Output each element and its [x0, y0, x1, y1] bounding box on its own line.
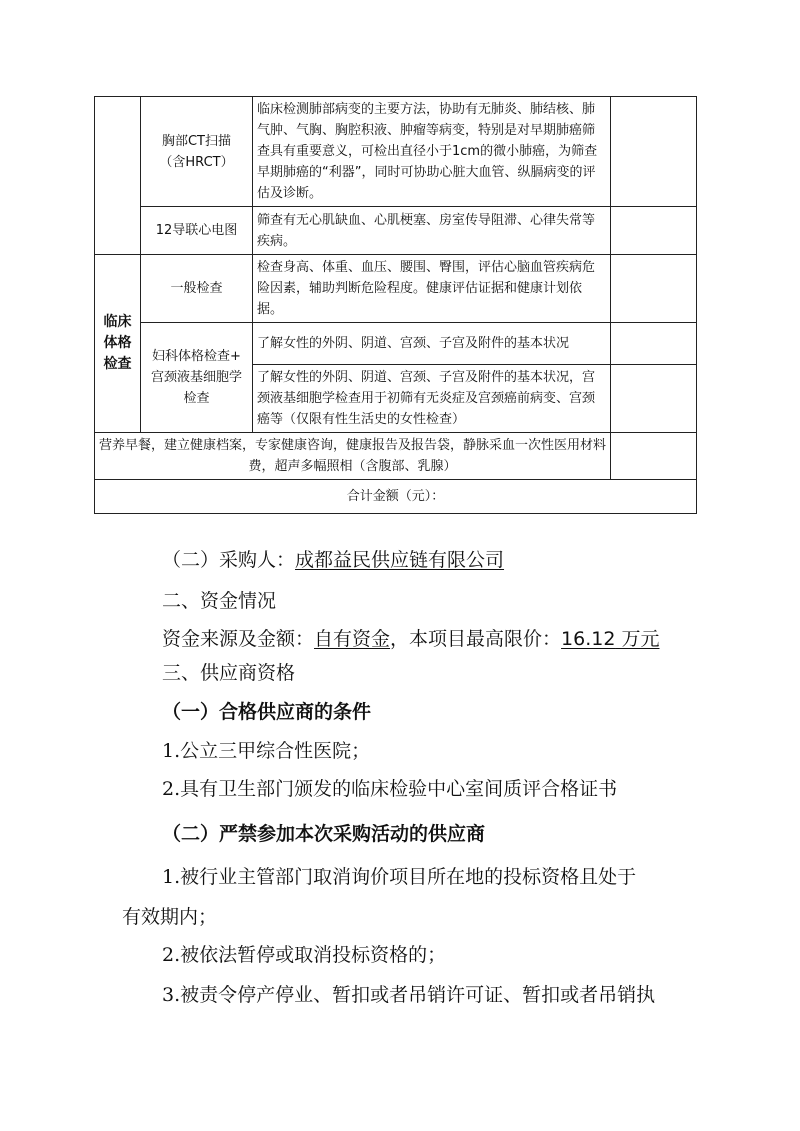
item-description: 检查身高、体重、血压、腰围、臀围，评估心脑血管疾病危险因素，辅助判断危险程度。健康评估证据和健康计划依据。 — [253, 255, 611, 323]
funds-amount-group — [561, 628, 659, 650]
qualification-item1: 1.公立三甲综合性医院； — [162, 740, 371, 762]
qualification-sub2: （二）严禁参加本次采购活动的供应商 — [162, 823, 486, 845]
qualification-sub1: （一）合格供应商的条件 — [162, 701, 372, 723]
table-row — [95, 433, 697, 480]
ban-item2: 2.被依法暂停或取消投标资格的； — [162, 944, 447, 966]
item-description: 筛查有无心肌缺血、心肌梗塞、房室传导阻滞、心律失常等疾病。 — [253, 207, 611, 255]
table-row — [95, 97, 697, 207]
table-row — [95, 207, 697, 255]
funds-source: 自有资金 — [314, 628, 391, 650]
purchaser-line — [162, 545, 504, 572]
exam-items-table — [94, 96, 697, 514]
price-cell — [611, 365, 697, 433]
price-cell — [611, 433, 697, 480]
item-name: 12导联心电图 — [141, 207, 253, 255]
item-name: 妇科体格检查+ 宫颈液基细胞学检查 — [141, 323, 253, 433]
purchaser-name: 成都益民供应链有限公司 — [295, 549, 505, 571]
funds-amount: 16.12 — [561, 628, 616, 650]
table-row — [95, 255, 697, 323]
price-cell — [611, 207, 697, 255]
ban-item1-line2: 有效期内； — [122, 906, 218, 928]
purchaser-label: （二）采购人： — [162, 549, 296, 571]
item-description: 临床检测肺部病变的主要方法，协助有无肺炎、肺结核、肺气肿、气胸、胸腔积液、肿瘤等病变，特别是对早期肺癌筛查具有重要意义，可检出直径小于1cm的微小肺癌，为筛查早期肺癌的“利器”，同时可协助心脏大血管、纵膈病变的评估及诊断。 — [253, 97, 611, 207]
qualification-heading: 三、供应商资格 — [162, 662, 296, 684]
funds-mid: ，本项目最高限价： — [390, 628, 562, 650]
price-cell — [611, 97, 697, 207]
category-cell: 临床体格检查 — [95, 255, 141, 433]
extra-services: 营养早餐，建立健康档案，专家健康咨询，健康报告及报告袋，静脉采血一次性医用材料费，超声多幅照相（含腹部、乳腺） — [95, 433, 611, 480]
qualification-item2: 2.具有卫生部门颁发的临床检验中心室间质评合格证书 — [162, 778, 618, 800]
category-cell-empty — [95, 97, 141, 255]
item-name: 胸部CT扫描 （含HRCT） — [141, 97, 253, 207]
table-row — [95, 480, 697, 514]
funds-line — [162, 624, 660, 651]
total-amount-row: 合计金额（元）： — [95, 480, 697, 514]
item-description: 了解女性的外阴、阴道、宫颈、子宫及附件的基本状况，宫颈液基细胞学检查用于初筛有无炎症及宫颈癌前病变、宫颈癌等（仅限有性生活史的女性检查） — [253, 365, 611, 433]
funds-label: 资金来源及金额： — [162, 628, 315, 650]
ban-item1-line1: 1.被行业主管部门取消询价项目所在地的投标资格且处于 — [162, 866, 637, 888]
price-cell — [611, 255, 697, 323]
funds-unit: 万元 — [615, 628, 660, 650]
ban-item3: 3.被责令停产停业、暂扣或者吊销许可证、暂扣或者吊销执 — [162, 984, 656, 1006]
item-description: 了解女性的外阴、阴道、宫颈、子宫及附件的基本状况 — [253, 323, 611, 365]
table-row — [95, 323, 697, 365]
item-name: 一般检查 — [141, 255, 253, 323]
price-cell — [611, 323, 697, 365]
funds-heading: 二、资金情况 — [162, 590, 277, 612]
